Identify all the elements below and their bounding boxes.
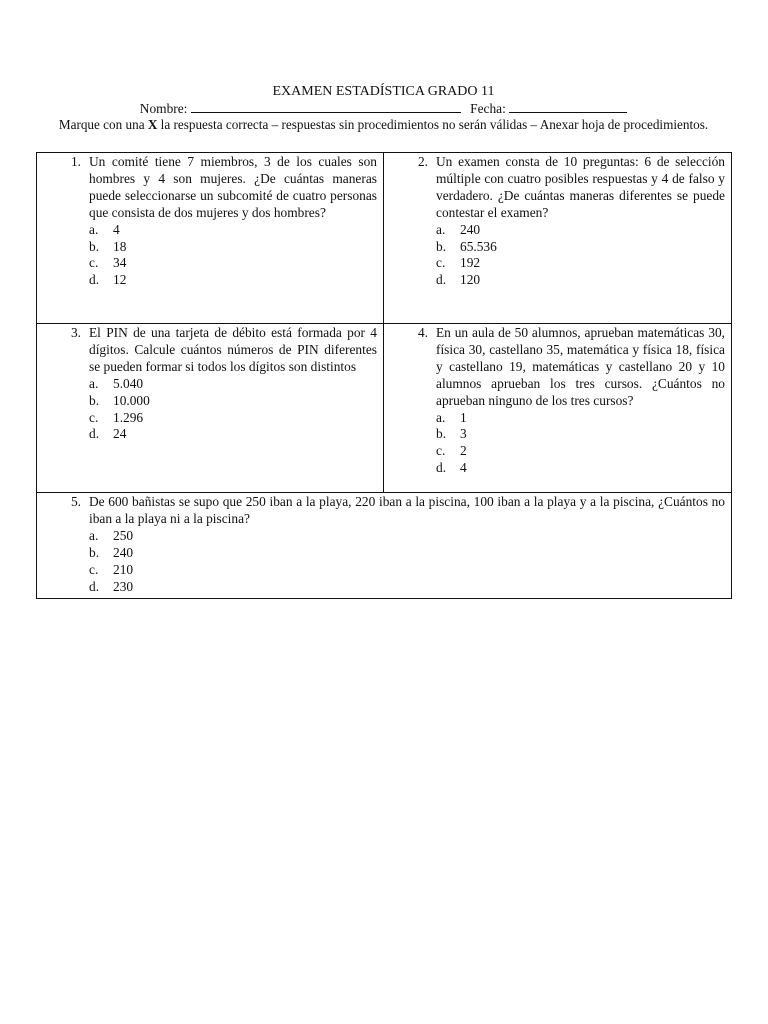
instructions-mark: X: [147, 117, 158, 132]
option-value: 240: [460, 221, 481, 237]
option-value: 230: [113, 578, 134, 594]
option-letter: b.: [89, 392, 100, 408]
options-list: [436, 222, 725, 290]
question-number: 1.: [70, 154, 81, 169]
instructions: [36, 117, 731, 134]
option-c[interactable]: [89, 562, 725, 579]
question-text: Un comité tiene 7 miembros, 3 de los cuales son hombres y 4 son mujeres. ¿De cuántas maneras puede seleccionarse un subcomité de cuatro personas que consista de dos mujeres y dos hombres?: [89, 154, 377, 220]
question-5: [43, 494, 725, 595]
question-number: 3.: [70, 325, 81, 340]
option-value: 120: [460, 272, 481, 288]
option-letter: a.: [436, 409, 446, 425]
instructions-post: la respuesta correcta – respuestas sin procedimientos no serán válidas – Anexar hoja de procedimientos.: [157, 117, 709, 132]
option-letter: a.: [89, 527, 99, 543]
option-d[interactable]: [89, 272, 377, 289]
option-b[interactable]: [436, 426, 725, 443]
option-d[interactable]: [436, 460, 725, 477]
option-c[interactable]: [436, 443, 725, 460]
question-3: [43, 325, 377, 443]
option-d[interactable]: [89, 579, 725, 596]
option-value: 24: [113, 426, 127, 442]
option-letter: d.: [89, 272, 100, 288]
option-letter: a.: [89, 375, 99, 391]
option-value: 1.296: [113, 409, 144, 425]
option-letter: d.: [89, 426, 100, 442]
option-letter: b.: [436, 238, 447, 254]
question-cell-4: [384, 324, 732, 493]
option-letter: d.: [436, 460, 447, 476]
option-value: 192: [460, 255, 481, 271]
question-4: [390, 325, 725, 477]
option-value: 10.000: [113, 392, 150, 408]
option-value: 18: [113, 238, 127, 254]
option-value: 3: [460, 426, 467, 442]
option-letter: b.: [89, 544, 100, 560]
option-letter: d.: [436, 272, 447, 288]
option-b[interactable]: [89, 545, 725, 562]
option-a[interactable]: [89, 528, 725, 545]
option-b[interactable]: [89, 393, 377, 410]
option-d[interactable]: [436, 272, 725, 289]
option-value: 250: [113, 527, 134, 543]
question-1: [43, 154, 377, 289]
options-list: [89, 528, 725, 596]
question-number: 5.: [70, 494, 81, 509]
question-text: En un aula de 50 alumnos, aprueban matemáticas 30, física 30, castellano 35, matemática y física 18, física y castellano 19, matemáticas y castellano 20 y 10 alumnos aprueban los tres cursos. ¿Cuántos no aprueban ninguno de los tres cursos?: [436, 325, 725, 408]
option-letter: c.: [89, 561, 99, 577]
option-a[interactable]: [436, 410, 725, 427]
option-a[interactable]: [89, 222, 377, 239]
option-letter: d.: [89, 578, 100, 594]
question-cell-3: [37, 324, 384, 493]
exam-title: EXAMEN ESTADÍSTICA GRADO 11: [272, 84, 495, 99]
question-number: 2.: [417, 154, 428, 169]
question-cell-2: [384, 153, 732, 324]
option-value: 12: [113, 272, 127, 288]
option-c[interactable]: [436, 255, 725, 272]
question-text: Un examen consta de 10 preguntas: 6 de selección múltiple con cuatro posibles respuestas y 4 de falso y verdadero. ¿De cuántas maneras diferentes se puede contestar el examen?: [436, 154, 725, 220]
option-d[interactable]: [89, 426, 377, 443]
option-letter: b.: [89, 238, 100, 254]
option-letter: a.: [89, 221, 99, 237]
option-letter: a.: [436, 221, 446, 237]
option-a[interactable]: [89, 376, 377, 393]
option-letter: c.: [89, 409, 99, 425]
option-value: 4: [460, 460, 467, 476]
question-text: De 600 bañistas se supo que 250 iban a la playa, 220 iban a la piscina, 100 iban a la playa y a la piscina, ¿Cuántos no iban a la playa ni a la piscina?: [89, 494, 725, 526]
option-value: 65.536: [460, 238, 497, 254]
option-c[interactable]: [89, 410, 377, 427]
date-label: Fecha:: [470, 100, 506, 116]
option-value: 34: [113, 255, 127, 271]
option-letter: c.: [436, 443, 446, 459]
options-list: [89, 376, 377, 444]
options-list: [436, 410, 725, 478]
questions-table: [36, 152, 732, 599]
exam-header: [36, 84, 731, 134]
option-value: 2: [460, 443, 467, 459]
option-value: 4: [113, 221, 120, 237]
name-label: Nombre:: [139, 100, 188, 116]
question-cell-5: [37, 493, 732, 599]
option-letter: b.: [436, 426, 447, 442]
question-2: [390, 154, 725, 289]
option-b[interactable]: [89, 239, 377, 256]
name-blank[interactable]: [191, 101, 461, 113]
option-value: 1: [460, 409, 467, 425]
question-text: El PIN de una tarjeta de débito está formada por 4 dígitos. Calcule cuántos números de PIN diferentes se pueden formar si todos los dígitos son distintos: [89, 325, 377, 374]
question-cell-1: [37, 153, 384, 324]
option-letter: c.: [436, 255, 446, 271]
option-c[interactable]: [89, 255, 377, 272]
question-number: 4.: [417, 325, 428, 340]
name-date-line: [36, 101, 731, 118]
option-a[interactable]: [436, 222, 725, 239]
option-value: 5.040: [113, 375, 144, 391]
option-value: 210: [113, 561, 134, 577]
date-blank[interactable]: [509, 101, 627, 113]
options-list: [89, 222, 377, 290]
option-b[interactable]: [436, 239, 725, 256]
option-letter: c.: [89, 255, 99, 271]
option-value: 240: [113, 544, 134, 560]
instructions-pre: Marque con una: [58, 117, 148, 132]
